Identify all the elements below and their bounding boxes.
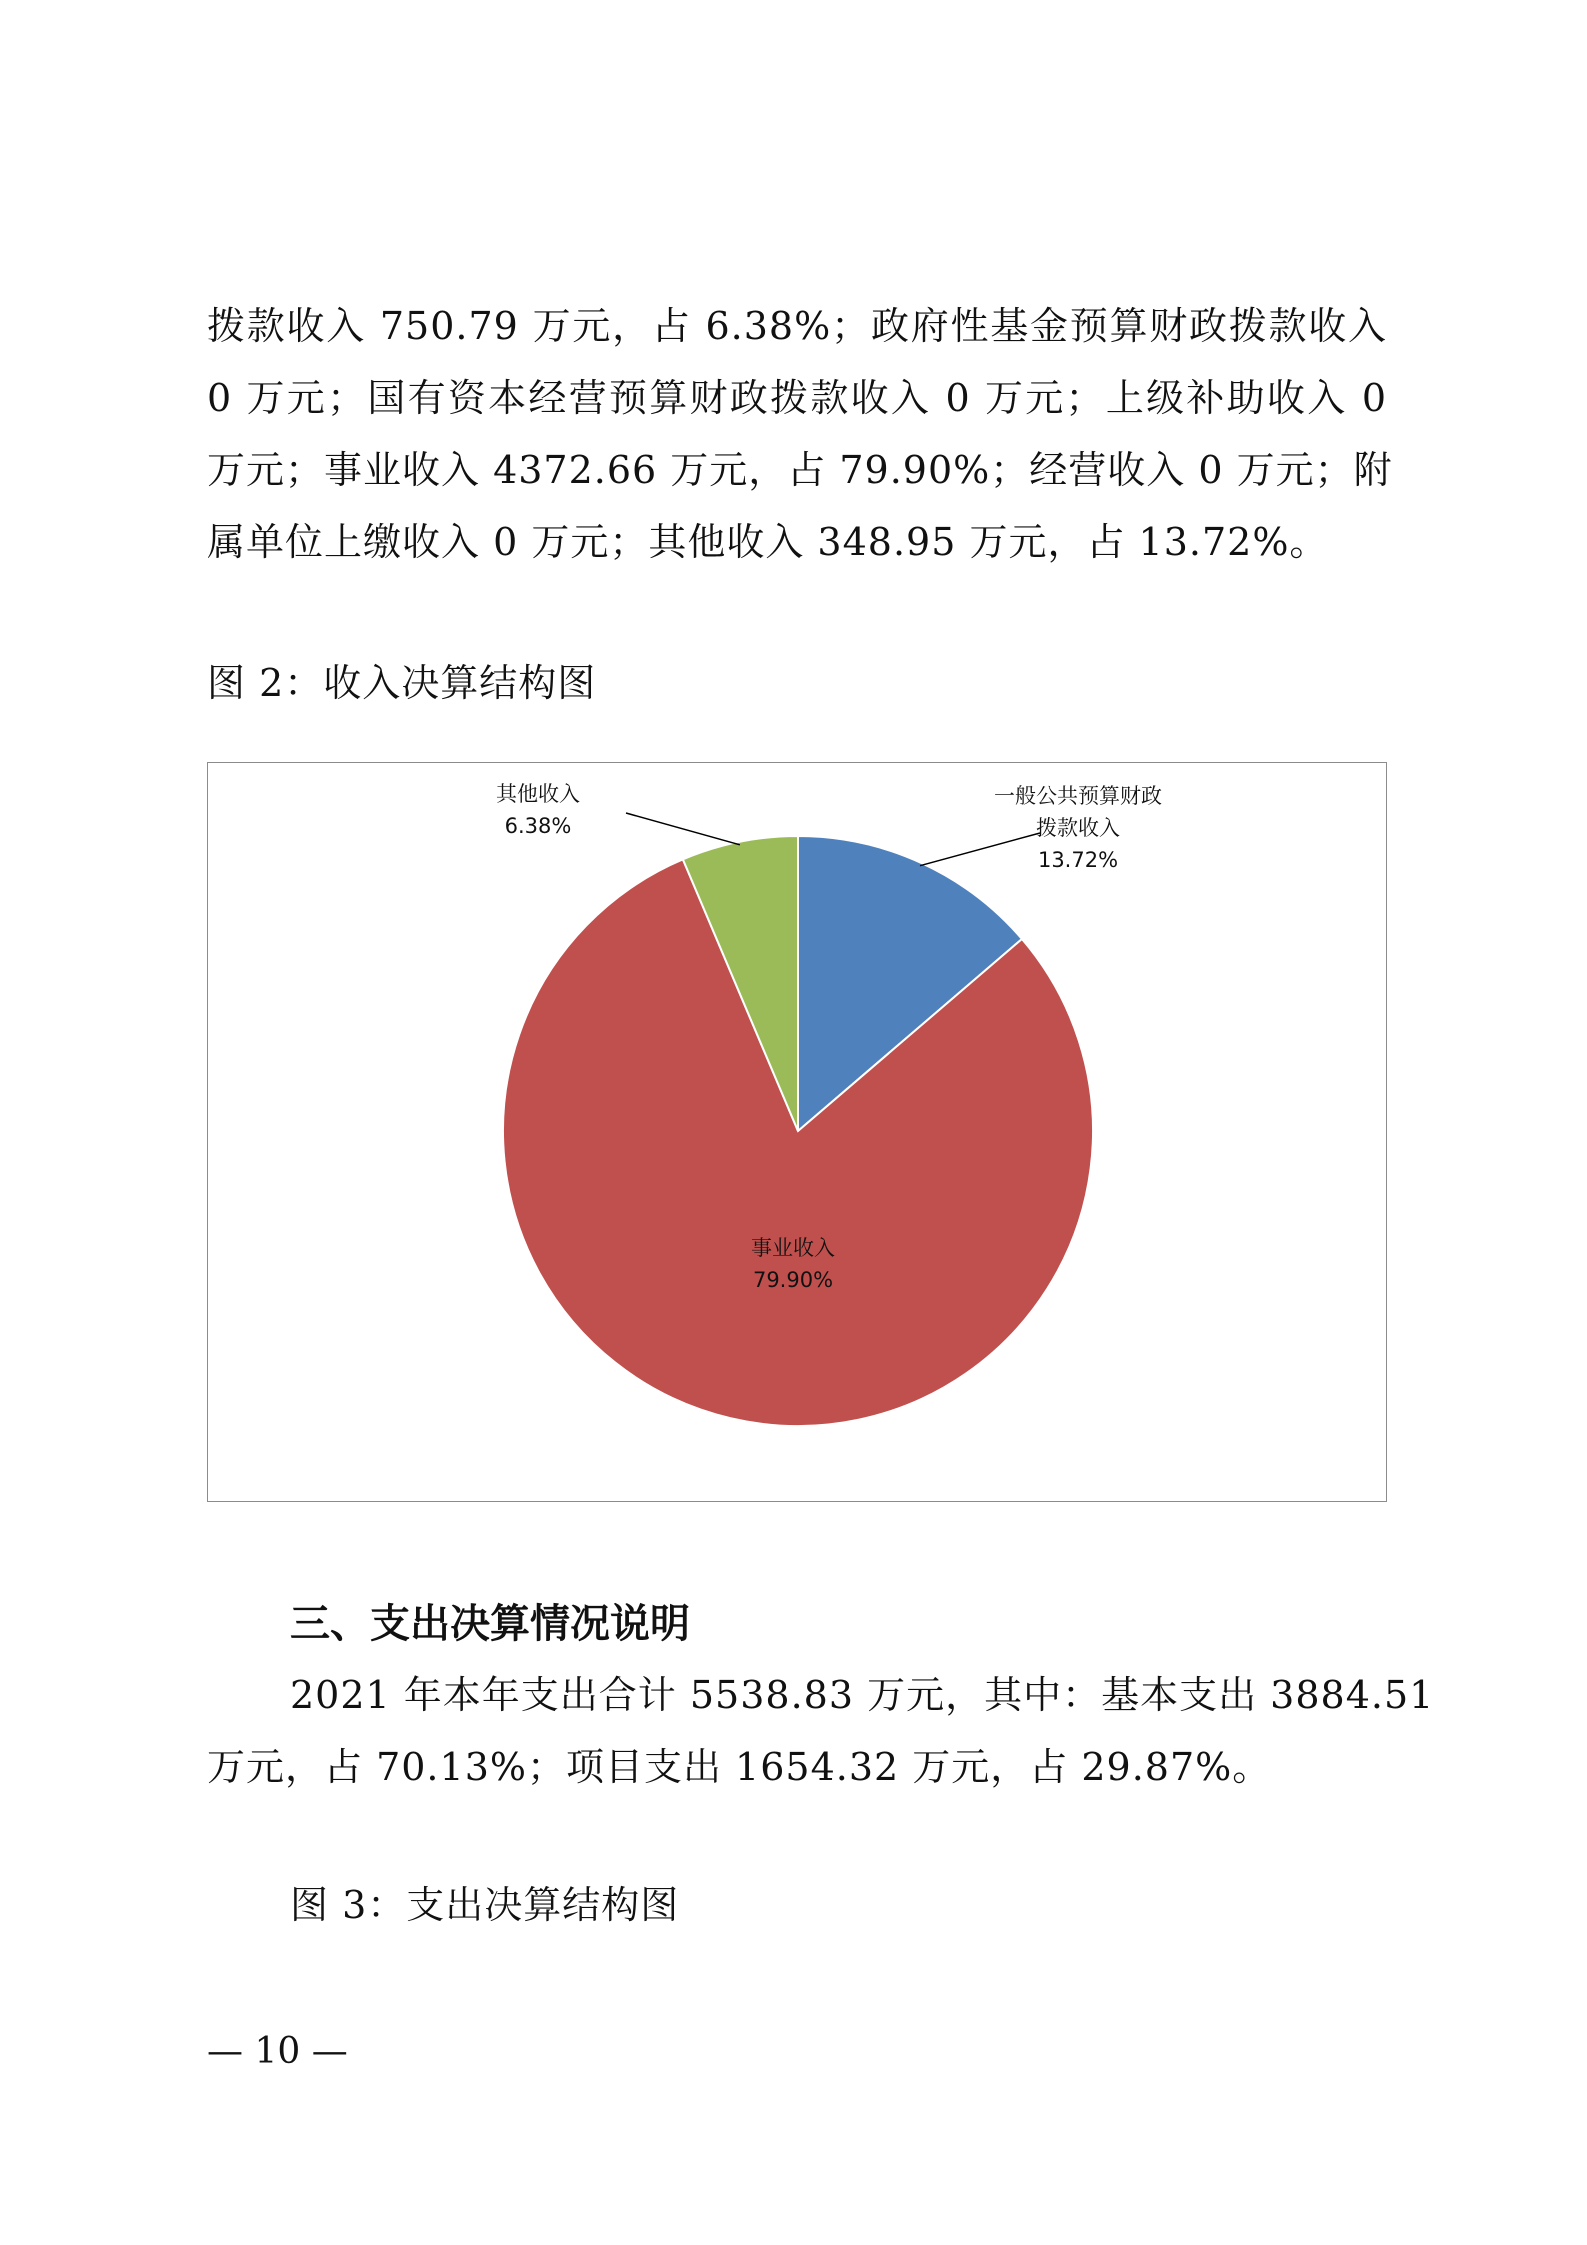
page-number: — 10 — (207, 2031, 348, 2072)
figure-3-caption: 图 3：支出决算结构图 (290, 1883, 680, 1927)
paragraph-line-4: 属单位上缴收入 0 万元；其他收入 348.95 万元，占 13.72%。 (207, 520, 1329, 564)
pie-category-label-2: 其他收入 (496, 782, 580, 806)
pie-chart-svg (208, 763, 1388, 1503)
pie-value-label-2: 6.38% (504, 814, 572, 838)
figure-2-caption: 图 2：收入决算结构图 (207, 661, 597, 705)
pie-leader-line-2 (626, 813, 740, 845)
paragraph-line-1: 拨款收入 750.79 万元，占 6.38%；政府性基金预算财政拨款收入 (207, 304, 1387, 348)
pie-category-label-1: 事业收入 (751, 1236, 835, 1260)
paragraph-line-3: 万元；事业收入 4372.66 万元，占 79.90%；经营收入 0 万元；附 (207, 448, 1393, 492)
pie-value-label-1: 79.90% (752, 1268, 834, 1292)
paragraph-line-2: 0 万元；国有资本经营预算财政拨款收入 0 万元；上级补助收入 0 (207, 376, 1387, 420)
pie-value-label-0: 13.72% (1037, 848, 1119, 872)
section-3-heading: 三、支出决算情况说明 (290, 1601, 690, 1647)
section-3-line-2: 万元，占 70.13%；项目支出 1654.32 万元，占 29.87%。 (207, 1745, 1272, 1789)
pie-leader-line-0 (920, 833, 1040, 866)
pie-category-label-0: 一般公共预算财政 (994, 784, 1162, 808)
pie-category-label-0: 拨款收入 (1036, 816, 1120, 840)
section-3-line-1: 2021 年本年支出合计 5538.83 万元，其中：基本支出 3884.51 (290, 1673, 1435, 1717)
income-pie-chart (207, 762, 1387, 1502)
